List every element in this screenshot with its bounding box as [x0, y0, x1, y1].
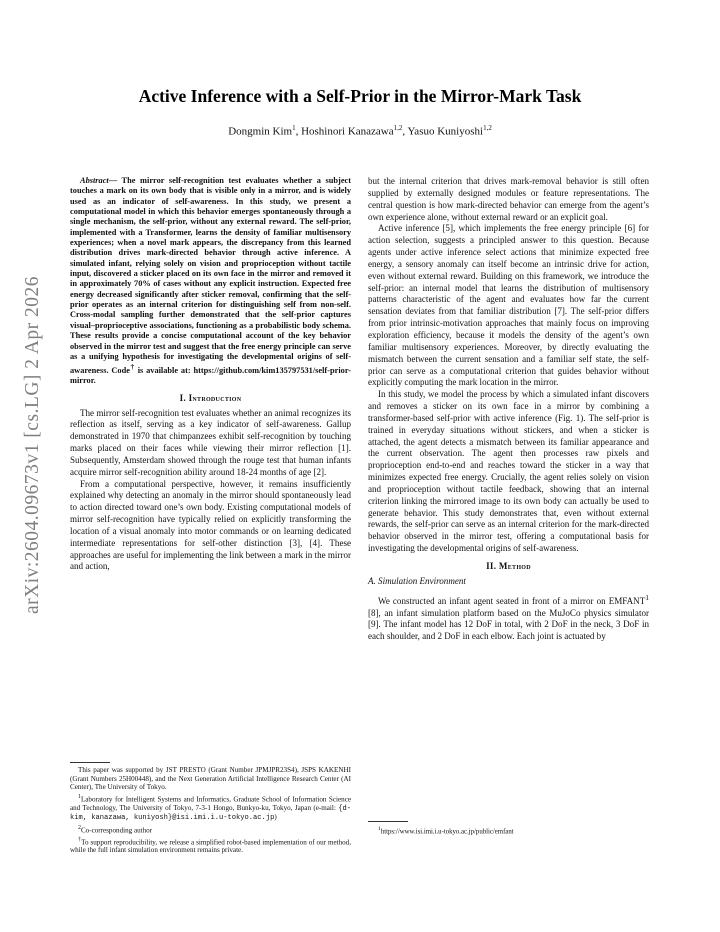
arxiv-identifier — [16, 235, 51, 655]
author-affiliation: 1 — [292, 124, 296, 132]
arxiv-identifier-text: arXiv:2604.09673v1 [cs.LG] 2 Apr 2026 — [22, 275, 44, 615]
section-heading-method: II. Method — [486, 561, 531, 571]
abstract-text: — The mirror self-recognition test evaluates whether a subject touches a mark on its own body that is visible only in a mirror, and is widely used as an indicator of self-awareness. In this study, we present a computational model in which this behavior emerges spontaneously through a single mechanism, the self-prior, without any external reward. The self-prior, implemented with a Transformer, learns the density of familiar multisensory experiences; when a novel mark appears, the discrepancy from this learned distribution drives mark-directed behavior through active inference. A simulated infant, relying solely on vision and proprioception without tactile input, discovered a sticker placed on its own face in the mirror and removed it in approximately 70% of cases without any explicit instruction. Expected free energy decreased significantly after sticker removal, confirming that the self-prior operates as an internal criterion for distinguishing self from non-self. Cross-modal sampling further demonstrated that the self-prior captures visual–proprioceptive associations, functioning as a probabilistic body schema. These results provide a concise computational account of the key behavior observed in the mirror test and suggest that the free energy principle can serve as a unifying hypothesis for investigating the developmental origins of self-awareness. Code — [70, 176, 351, 375]
body-paragraph: The mirror self-recognition test evaluates whether an animal recognizes its reflection as itself, serving as a key indicator of self-awareness. Gallup demonstrated in 1970 that chimpanzees exhibit self-recognition by touching marks placed on their faces while viewing their mirror reflection [1]. Subsequently, Amsterdam showed through the rouge test that human infants acquire mirror self-recognition ability around 18-24 months of age [2]. — [70, 407, 351, 477]
body-paragraph: but the internal criterion that drives mark-removal behavior is still often supplied by externally designed modules or feature representations. The central question is how mark-directed behavior can emerge from the agent’s own experience alone, without external reward or an explicit goal. — [368, 176, 649, 222]
abstract — [70, 176, 351, 387]
funding-note: This paper was supported by JST PRESTO (Grant Number JPMJPR23S4), JSPS KAKENHI (Grant Numbers 25H00448), and the Next Generation Artificial Intelligence Research Center (AI Center), The University of Tokyo. — [70, 766, 351, 792]
footnote-divider — [368, 821, 408, 822]
author-name: Dongmin Kim — [228, 125, 293, 138]
left-column — [70, 176, 351, 573]
footnote-divider — [70, 762, 110, 763]
author-affiliation: 1,2 — [483, 124, 492, 132]
code-note: †To support reproducibility, we release a simplified robot-based implementation of our method, while the full infant simulation environment remains private. — [70, 836, 352, 855]
author-name: Yasuo Kuniyoshi — [407, 125, 484, 138]
footnotes — [70, 766, 351, 856]
body-paragraph: Active inference [5], which implements the free energy principle [6] for action selection, suggests a principled answer to this question. Because agents under active inference select actions that minimize expected free energy, a sensory anomaly can itself become an intrinsic drive for action, even without external reward. Building on this framework, we introduce the self-prior: an internal model that learns the distribution of multisensory patterns characteristic of the agent and evaluates how far the current sensation deviates from that familiar distribution [7]. The self-prior differs from prior intrinsic-motivation approaches that mainly focus on improving exploration efficiency, because it models the density of the agent’s own familiar multisensory experiences. Moreover, by directly evaluating the mismatch between the current sensation and a familiar self state, the self-prior can serve as a computational criterion that guides behavior without explicitly computing the mark location in the mirror. — [368, 223, 649, 388]
author-list: Dongmin Kim$^1$, Hoshinori Kanazawa$^{1,2}$, Yasuo Kuniyoshi$^{1,2}$ — [228, 124, 492, 138]
email-address: {d-kim, kanazawa, kuniyosh}@isi.imi.i.u-tokyo.ac.jp — [70, 804, 351, 823]
author-name: Hoshinori Kanazawa — [301, 125, 394, 138]
body-paragraph: We constructed an infant agent seated in front of a mirror on EMFANT$^1$ [8], an infant simulation platform based on the MuJoCo physics simulator [9]. The infant model has 12 DoF in total, with 2 DoF in the neck, 3 DoF in each shoulder, and 2 DoF in each elbow. Each joint is actuated by — [368, 592, 649, 642]
author-affiliation: 1,2 — [393, 124, 403, 132]
affiliation-note: $^1$Laboratory for Intelligent Systems and Informatics, Graduate School of Information Science and Technology, The University of Tokyo, 7-3-1 Hongo, Bunkyo-ku, Tokyo, Japan (e-mail: {d-kim, kanazawa, kuniyosh}@isi.imi.i.u-tokyo.ac.jp) — [70, 793, 351, 823]
body-paragraph: In this study, we model the process by which a simulated infant discovers and removes a sticker on its own face in a mirror by combining a transformer-based self-prior with active inference (Fig. 1). The self-prior is trained in everyday situations without stickers, and when a sticker is attached, the agent detects a mismatch between its familiar appearance and the current observation. The agent then processes raw pixels and proprioception end-to-end and reaches toward the sticker in a way that minimizes expected free energy. Crucially, the agent relies solely on vision and proprioception without tactile feedback, showing that an internal criterion linking the mirrored image to its own body can actually be used to generate behavior. This study demonstrates that, even without external rewards, the self-prior can serve as an internal criterion for the mark-directed behavior observed in the mirror test, offering a computational basis for investigating the developmental origins of self-awareness. — [368, 389, 649, 554]
paper-title: Active Inference with a Self-Prior in the Mirror-Mark Task — [138, 86, 582, 106]
subsection-heading-simulation: A. Simulation Environment — [368, 575, 466, 586]
url-footnote: $^1$https://www.isi.imi.i.u-tokyo.ac.jp/public/emfant — [378, 826, 514, 836]
section-heading-introduction: I. Introduction — [179, 392, 242, 403]
abstract-code-link[interactable]: is available at: https://github.com/kim135797531/self-prior-mirror. — [70, 365, 351, 386]
emfant-url[interactable]: https://www.isi.imi.i.u-tokyo.ac.jp/public/emfant — [380, 828, 514, 836]
code-footnote-mark: † — [129, 363, 135, 372]
footnote-mark: 1 — [645, 592, 649, 602]
abstract-label: Abstract — [80, 176, 109, 185]
body-paragraph: From a computational perspective, however, it remains insufficiently explained why detecting an anomaly in the mirror should spontaneously lead to action directed toward one’s own body. Existing computational models of mirror self-recognition have typically relied on explicitly transforming the location of a visual anomaly into motor commands or on learning dedicated intermediate representations for self-other distinction [3], [4]. These approaches are useful for implementing the link between a mark in the mirror and action, — [70, 478, 351, 572]
right-column — [368, 176, 649, 643]
corresponding-note: $^2$Co-corresponding author — [78, 824, 153, 834]
